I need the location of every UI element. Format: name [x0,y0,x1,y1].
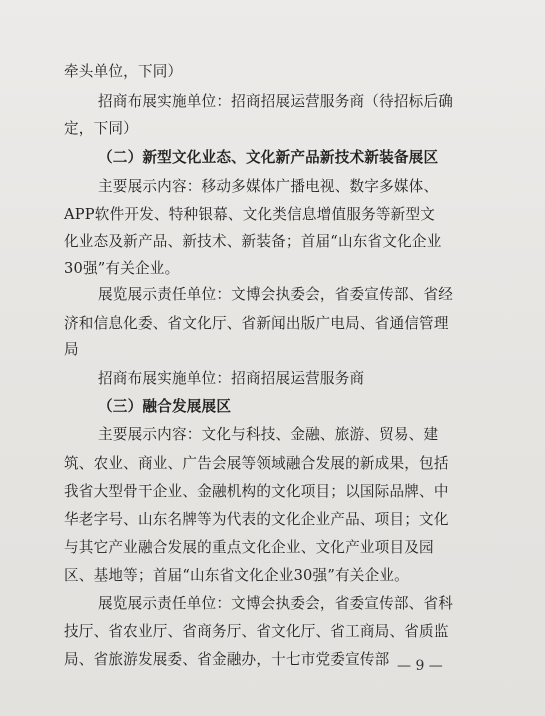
text-line: 展览展示责任单位：文博会执委会，省委宣传部、省科 [98,595,454,612]
text-line: 牵头单位，下同） [64,63,183,80]
text-line: 区、基地等；首届“山东省文化企业30强”有关企业。 [64,567,409,584]
text-line: 招商布展实施单位：招商招展运营服务商（待招标后确 [98,93,454,110]
text-line: 与其它产业融合发展的重点文化企业、文化产业项目及园 [64,539,434,556]
text-line: 我省大型骨干企业、金融机构的文化项目；以国际品牌、中 [64,483,449,500]
text-line: 济和信息化委、省文化厅、省新闻出版广电局、省通信管理 [64,315,449,332]
text-line: 主要展示内容：文化与科技、金融、旅游、贸易、建 [98,426,439,443]
text-line: 定，下同） [64,120,138,137]
text-line: 展览展示责任单位：文博会执委会，省委宣传部、省经 [98,286,454,303]
text-line: 局 [64,341,79,358]
section-heading: （二）新型文化业态、文化新产品新技术新装备展区 [98,149,439,166]
text-line: 招商布展实施单位：招商招展运营服务商 [98,370,365,387]
text-line: APP软件开发、特种银幕、文化类信息增值服务等新型文 [64,206,436,223]
text-line: 30强”有关企业。 [64,260,180,277]
text-line: 化业态及新产品、新技术、新装备；首届“山东省文化企业 [64,233,442,250]
text-line: 技厅、省农业厅、省商务厅、省文化厅、省工商局、省质监 [64,623,449,640]
page-number: — 9 — [397,658,443,674]
text-line: 华老字号、山东名牌等为代表的文化企业产品、项目；文化 [64,511,449,528]
text-line: 筑、农业、商业、广告会展等领域融合发展的新成果，包括 [64,455,449,472]
section-heading: （三）融合发展展区 [98,398,232,415]
text-line: 局、省旅游发展委、省金融办，十七市党委宣传部 [64,651,390,668]
text-line: 主要展示内容：移动多媒体广播电视、数字多媒体、 [98,178,439,195]
